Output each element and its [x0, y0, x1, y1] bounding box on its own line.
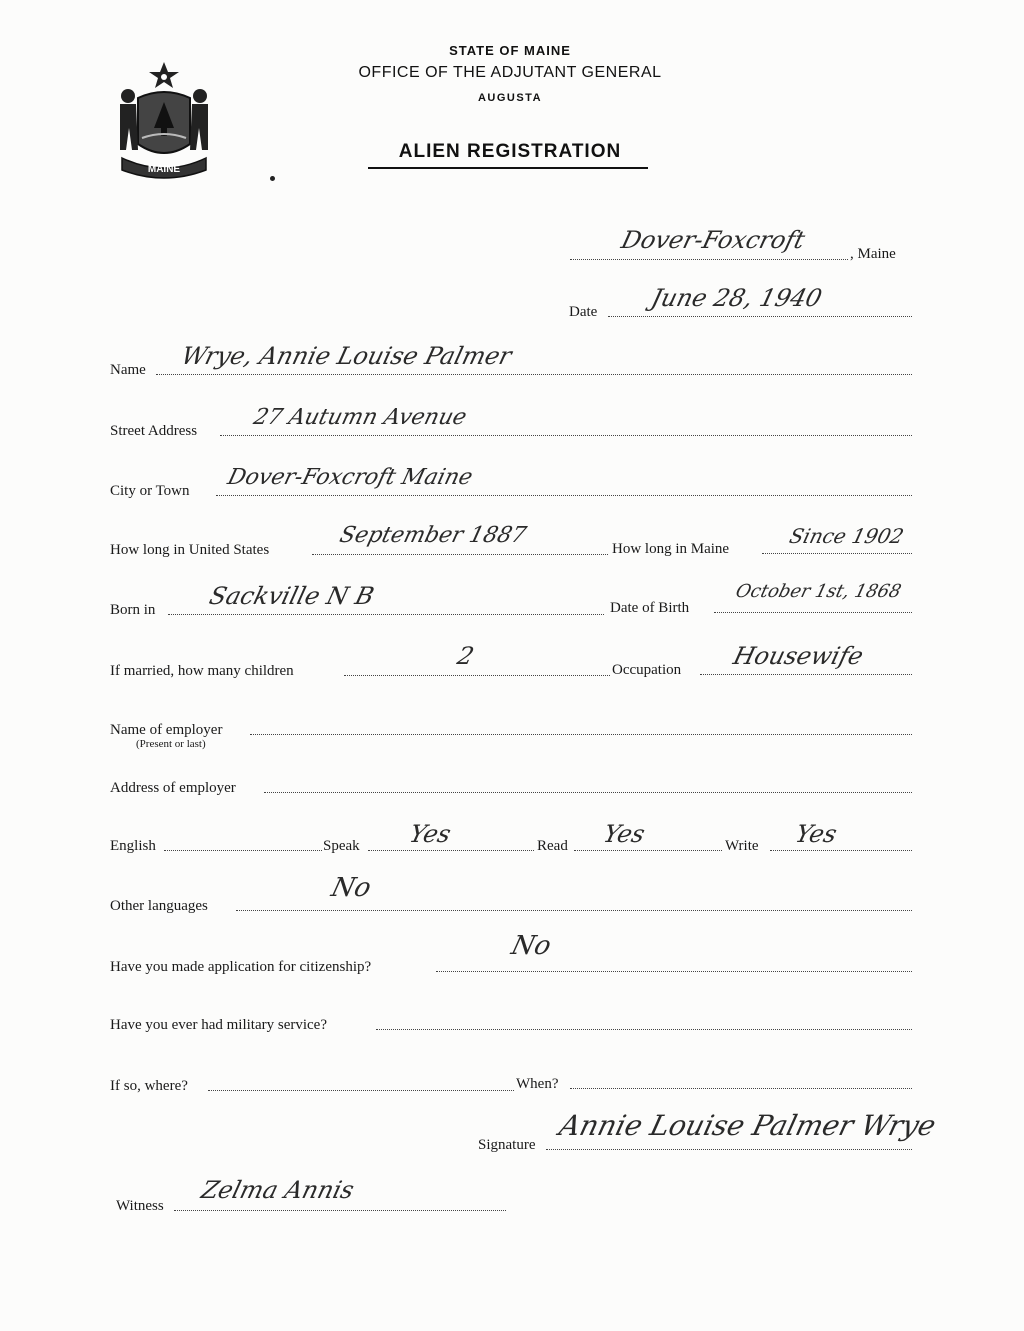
form-title: ALIEN REGISTRATION [398, 141, 622, 162]
read-line [574, 850, 722, 851]
write-entry: Yes [792, 820, 840, 848]
how-long-maine-line [762, 553, 912, 554]
citizenship-entry: No [508, 931, 555, 961]
military-label: Have you ever had military service? [110, 1017, 327, 1033]
street-label: Street Address [110, 423, 198, 439]
signature-entry: Annie Louise Palmer Wrye [556, 1109, 940, 1142]
street-line [220, 435, 912, 436]
where-line [208, 1090, 514, 1091]
maine-label: , Maine [850, 246, 896, 262]
speak-label: Speak [323, 838, 360, 854]
employer-address-label: Address of employer [110, 780, 236, 796]
military-line [376, 1029, 912, 1030]
name-entry: Wrye, Annie Louise Palmer [178, 342, 515, 370]
state-seal-icon [108, 58, 220, 183]
city-label: City or Town [110, 483, 190, 499]
other-languages-entry: No [328, 873, 375, 903]
employer-address-line [264, 792, 912, 793]
when-label: When? [516, 1076, 559, 1092]
write-label: Write [725, 838, 759, 854]
town-entry: Dover-Foxcroft [618, 226, 808, 254]
city-entry: Dover-Foxcroft Maine [225, 465, 476, 490]
born-in-entry: Sackville N B [206, 582, 377, 610]
signature-label: Signature [478, 1137, 536, 1153]
other-languages-label: Other languages [110, 898, 208, 914]
read-entry: Yes [600, 820, 648, 848]
citizenship-label: Have you made application for citizenship? [110, 959, 372, 975]
date-label: Date [569, 304, 598, 320]
born-in-line [168, 614, 604, 615]
other-languages-line [236, 910, 912, 911]
witness-line [174, 1210, 506, 1211]
name-label: Name [110, 362, 146, 378]
date-of-birth-line [714, 612, 912, 613]
how-long-us-entry: September 1887 [337, 523, 529, 548]
how-long-maine-label: How long in Maine [612, 541, 730, 557]
witness-label: Witness [116, 1198, 164, 1214]
born-in-label: Born in [110, 602, 156, 618]
header-office: OFFICE OF THE ADJUTANT GENERAL [358, 64, 662, 81]
signature-line [546, 1149, 912, 1150]
occupation-line [700, 674, 912, 675]
write-line [770, 850, 912, 851]
title-underline [368, 167, 648, 169]
occupation-entry: Housewife [730, 642, 867, 670]
employer-name-line [250, 734, 912, 735]
if-so-where-label: If so, where? [110, 1078, 188, 1094]
date-entry: June 28, 1940 [648, 284, 825, 312]
date-of-birth-label: Date of Birth [610, 600, 690, 616]
header-city: AUGUSTA [477, 92, 543, 104]
city-line [216, 495, 912, 496]
children-entry: 2 [454, 642, 477, 670]
how-long-maine-entry: Since 1902 [787, 524, 907, 548]
street-entry: 27 Autumn Avenue [251, 405, 470, 430]
children-label: If married, how many children [110, 663, 294, 679]
how-long-us-label: How long in United States [110, 542, 270, 558]
witness-entry: Zelma Annis [198, 1176, 357, 1204]
ink-dot [270, 176, 275, 181]
english-line [164, 850, 322, 851]
town-line [570, 259, 848, 260]
date-line [608, 316, 912, 317]
date-of-birth-entry: October 1st, 1868 [733, 581, 904, 602]
occupation-label: Occupation [612, 662, 682, 678]
english-label: English [110, 838, 156, 854]
employer-name-label: Name of employer [110, 722, 223, 738]
employer-sub-label: (Present or last) [136, 738, 206, 750]
how-long-us-line [312, 554, 608, 555]
speak-line [368, 850, 534, 851]
citizenship-line [436, 971, 912, 972]
read-label: Read [537, 838, 568, 854]
seal-banner-text: MAINE [147, 164, 181, 175]
speak-entry: Yes [406, 820, 454, 848]
children-line [344, 675, 610, 676]
when-line [570, 1088, 912, 1089]
name-line [156, 374, 912, 375]
header-state: STATE OF MAINE [449, 43, 571, 58]
